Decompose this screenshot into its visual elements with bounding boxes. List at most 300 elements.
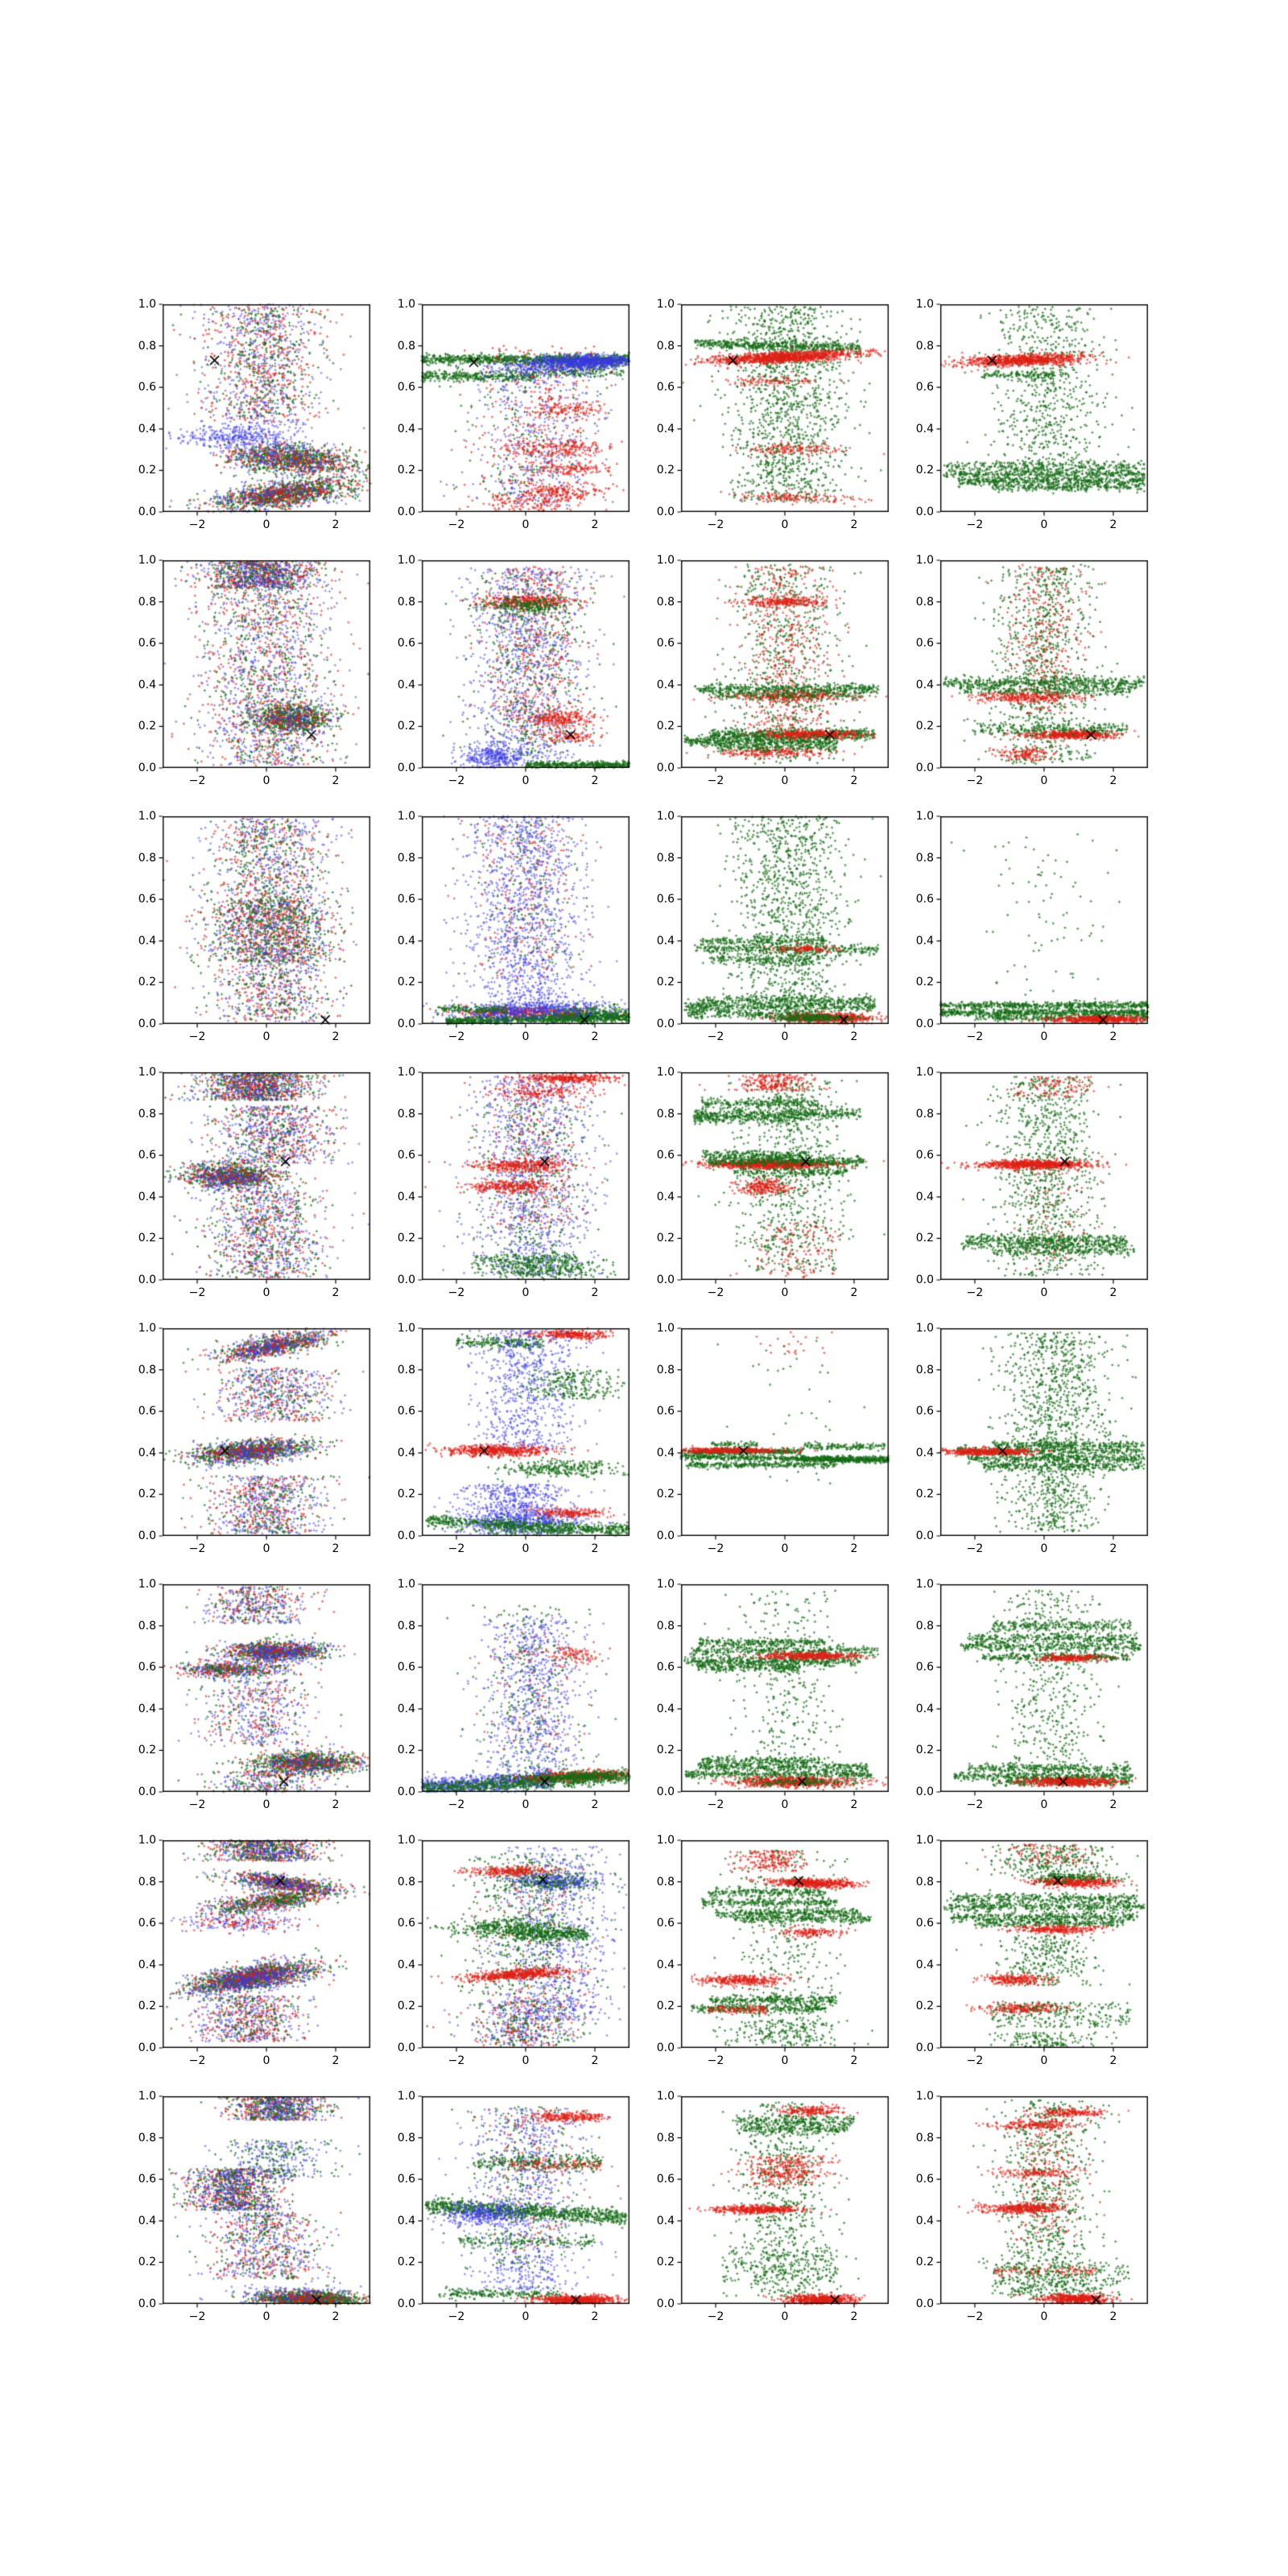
y-tick-label: 0.2 bbox=[397, 1744, 415, 1757]
y-tick-label: 0.6 bbox=[138, 1661, 156, 1674]
y-tick-label: 0.2 bbox=[656, 1744, 675, 1757]
y-tick-label: 0.2 bbox=[656, 1488, 675, 1501]
y-tick-label: 0.0 bbox=[915, 2297, 934, 2310]
y-tick-label: 0.2 bbox=[138, 1232, 156, 1245]
subplot-r7c4-canvas bbox=[934, 1838, 1150, 2054]
y-tick-label: 1.0 bbox=[915, 1066, 934, 1079]
x-tick-label: 2 bbox=[332, 1030, 340, 1043]
subplot-r5c4 bbox=[915, 1322, 1148, 1555]
y-tick-label: 0.8 bbox=[656, 339, 675, 353]
y-tick-label: 0.2 bbox=[915, 720, 934, 733]
y-tick-label: 0.6 bbox=[397, 381, 415, 394]
x-tick-label: −2 bbox=[188, 1542, 206, 1555]
y-tick-label: 0.4 bbox=[915, 1446, 934, 1459]
y-tick-label: 0.0 bbox=[656, 1274, 675, 1286]
y-tick-label: 0.6 bbox=[656, 1661, 675, 1674]
subplot-r2c1 bbox=[138, 554, 370, 787]
y-tick-label: 0.4 bbox=[138, 678, 156, 691]
y-tick-label: 0.0 bbox=[138, 1530, 156, 1542]
subplot-r5c2 bbox=[397, 1322, 630, 1555]
x-tick-label: 0 bbox=[781, 1542, 789, 1555]
x-tick-label: 2 bbox=[591, 774, 599, 787]
subplot-r6c1 bbox=[138, 1578, 370, 1811]
y-tick-label: 0.2 bbox=[397, 720, 415, 733]
subplot-r3c4-canvas bbox=[934, 814, 1150, 1030]
y-tick-label: 1.0 bbox=[397, 1322, 415, 1335]
y-tick-label: 0.0 bbox=[138, 2297, 156, 2310]
y-tick-label: 0.6 bbox=[915, 1405, 934, 1418]
x-tick-label: 2 bbox=[591, 2310, 599, 2323]
subplot-r2c2-canvas bbox=[415, 558, 631, 774]
x-tick-label: −2 bbox=[966, 1030, 984, 1043]
subplot-r4c1 bbox=[138, 1066, 370, 1299]
y-tick-label: 0.4 bbox=[656, 934, 675, 947]
x-tick-label: 2 bbox=[1109, 774, 1117, 787]
y-tick-label: 0.4 bbox=[397, 678, 415, 691]
y-tick-label: 0.2 bbox=[138, 2256, 156, 2269]
y-tick-label: 0.8 bbox=[138, 2131, 156, 2145]
y-tick-label: 0.0 bbox=[656, 2041, 675, 2054]
subplot-r6c4 bbox=[915, 1578, 1148, 1811]
y-tick-label: 0.4 bbox=[656, 1958, 675, 1971]
subplot-r4c4-canvas bbox=[934, 1070, 1150, 1286]
y-tick-label: 0.0 bbox=[915, 2041, 934, 2054]
y-tick-label: 0.8 bbox=[397, 1619, 415, 1633]
y-tick-label: 1.0 bbox=[915, 298, 934, 311]
x-tick-label: −2 bbox=[188, 2054, 206, 2067]
x-tick-label: 2 bbox=[332, 2310, 340, 2323]
y-tick-label: 1.0 bbox=[397, 1066, 415, 1079]
x-tick-label: 0 bbox=[781, 774, 789, 787]
x-tick-label: −2 bbox=[707, 518, 724, 531]
x-tick-label: 2 bbox=[332, 1542, 340, 1555]
x-tick-label: 2 bbox=[850, 1542, 858, 1555]
y-tick-label: 0.4 bbox=[915, 2214, 934, 2227]
x-tick-label: 2 bbox=[1109, 1286, 1117, 1299]
y-tick-label: 0.6 bbox=[138, 1917, 156, 1930]
y-tick-label: 0.6 bbox=[915, 637, 934, 650]
y-tick-label: 0.0 bbox=[138, 1018, 156, 1030]
y-tick-label: 0.4 bbox=[915, 1702, 934, 1715]
y-tick-label: 0.6 bbox=[915, 1917, 934, 1930]
x-tick-label: −2 bbox=[188, 518, 206, 531]
subplot-r7c1-canvas bbox=[156, 1838, 372, 2054]
y-tick-label: 0.4 bbox=[397, 1702, 415, 1715]
subplot-r7c1 bbox=[138, 1834, 370, 2067]
x-tick-label: 0 bbox=[1040, 1030, 1048, 1043]
x-tick-label: 0 bbox=[1040, 2310, 1048, 2323]
y-tick-label: 0.8 bbox=[397, 1875, 415, 1889]
y-tick-label: 0.6 bbox=[656, 1149, 675, 1162]
y-tick-label: 0.8 bbox=[656, 595, 675, 609]
x-tick-label: 0 bbox=[262, 1798, 270, 1811]
x-tick-label: −2 bbox=[188, 1030, 206, 1043]
subplot-r4c3-canvas bbox=[675, 1070, 890, 1286]
y-tick-label: 0.8 bbox=[915, 851, 934, 865]
y-tick-label: 0.2 bbox=[656, 464, 675, 477]
subplot-r1c2-canvas bbox=[415, 302, 631, 518]
subplot-r4c3 bbox=[656, 1066, 889, 1299]
y-tick-label: 0.0 bbox=[915, 1018, 934, 1030]
y-tick-label: 0.0 bbox=[656, 1785, 675, 1798]
subplot-r1c4 bbox=[915, 298, 1148, 531]
x-tick-label: 2 bbox=[1109, 518, 1117, 531]
y-tick-label: 0.6 bbox=[397, 1149, 415, 1162]
x-tick-label: 0 bbox=[262, 774, 270, 787]
y-tick-label: 0.4 bbox=[138, 934, 156, 947]
y-tick-label: 1.0 bbox=[397, 2090, 415, 2103]
y-tick-label: 0.0 bbox=[656, 1018, 675, 1030]
y-tick-label: 0.4 bbox=[397, 422, 415, 436]
x-tick-label: 2 bbox=[591, 1030, 599, 1043]
x-tick-label: 2 bbox=[850, 774, 858, 787]
subplot-r7c2 bbox=[397, 1834, 630, 2067]
x-tick-label: −2 bbox=[707, 2054, 724, 2067]
y-tick-label: 1.0 bbox=[397, 1578, 415, 1591]
y-tick-label: 0.4 bbox=[397, 1190, 415, 1203]
y-tick-label: 1.0 bbox=[656, 554, 675, 567]
subplot-r1c3 bbox=[656, 298, 889, 531]
subplot-r6c3-canvas bbox=[675, 1582, 890, 1798]
y-tick-label: 0.2 bbox=[656, 1232, 675, 1245]
subplot-r7c3 bbox=[656, 1834, 889, 2067]
x-tick-label: 2 bbox=[1109, 2054, 1117, 2067]
subplot-r4c1-canvas bbox=[156, 1070, 372, 1286]
y-tick-label: 0.0 bbox=[397, 506, 415, 518]
y-tick-label: 1.0 bbox=[656, 810, 675, 823]
y-tick-label: 0.6 bbox=[397, 2173, 415, 2186]
y-tick-label: 0.8 bbox=[397, 339, 415, 353]
x-tick-label: −2 bbox=[707, 1030, 724, 1043]
y-tick-label: 0.6 bbox=[656, 381, 675, 394]
y-tick-label: 1.0 bbox=[915, 554, 934, 567]
y-tick-label: 0.8 bbox=[397, 851, 415, 865]
subplot-r5c1 bbox=[138, 1322, 370, 1555]
x-tick-label: 0 bbox=[262, 1286, 270, 1299]
y-tick-label: 0.8 bbox=[138, 1363, 156, 1377]
y-tick-label: 0.6 bbox=[656, 1917, 675, 1930]
subplot-r3c2-canvas bbox=[415, 814, 631, 1030]
y-tick-label: 0.4 bbox=[915, 934, 934, 947]
subplot-r2c3-canvas bbox=[675, 558, 890, 774]
x-tick-label: 0 bbox=[262, 1030, 270, 1043]
subplot-r2c2 bbox=[397, 554, 630, 787]
y-tick-label: 0.0 bbox=[915, 506, 934, 518]
y-tick-label: 0.6 bbox=[656, 1405, 675, 1418]
y-tick-label: 1.0 bbox=[397, 298, 415, 311]
x-tick-label: 0 bbox=[262, 518, 270, 531]
subplot-r4c4 bbox=[915, 1066, 1148, 1299]
y-tick-label: 0.2 bbox=[915, 976, 934, 989]
y-tick-label: 1.0 bbox=[138, 1322, 156, 1335]
y-tick-label: 0.8 bbox=[915, 1363, 934, 1377]
y-tick-label: 1.0 bbox=[656, 2090, 675, 2103]
x-tick-label: −2 bbox=[966, 518, 984, 531]
x-tick-label: −2 bbox=[707, 1542, 724, 1555]
x-tick-label: −2 bbox=[966, 774, 984, 787]
y-tick-label: 0.2 bbox=[397, 1488, 415, 1501]
y-tick-label: 0.8 bbox=[915, 339, 934, 353]
subplot-r8c4-canvas bbox=[934, 2094, 1150, 2310]
y-tick-label: 0.0 bbox=[656, 762, 675, 774]
y-tick-label: 1.0 bbox=[915, 810, 934, 823]
subplot-r6c1-canvas bbox=[156, 1582, 372, 1798]
y-tick-label: 1.0 bbox=[138, 1066, 156, 1079]
y-tick-label: 0.6 bbox=[656, 637, 675, 650]
y-tick-label: 0.0 bbox=[138, 762, 156, 774]
y-tick-label: 0.8 bbox=[138, 1875, 156, 1889]
subplot-r8c3-canvas bbox=[675, 2094, 890, 2310]
x-tick-label: −2 bbox=[966, 2310, 984, 2323]
subplot-r7c2-canvas bbox=[415, 1838, 631, 2054]
y-tick-label: 0.0 bbox=[915, 1785, 934, 1798]
y-tick-label: 0.8 bbox=[656, 2131, 675, 2145]
y-tick-label: 0.0 bbox=[915, 762, 934, 774]
y-tick-label: 1.0 bbox=[656, 1066, 675, 1079]
y-tick-label: 0.6 bbox=[138, 637, 156, 650]
y-tick-label: 0.8 bbox=[138, 595, 156, 609]
y-tick-label: 0.0 bbox=[656, 1530, 675, 1542]
y-tick-label: 0.2 bbox=[138, 1744, 156, 1757]
x-tick-label: −2 bbox=[188, 1798, 206, 1811]
subplot-r2c4-canvas bbox=[934, 558, 1150, 774]
x-tick-label: −2 bbox=[188, 2310, 206, 2323]
subplot-r2c4 bbox=[915, 554, 1148, 787]
subplot-r5c4-canvas bbox=[934, 1326, 1150, 1542]
subplot-r5c1-canvas bbox=[156, 1326, 372, 1542]
y-tick-label: 0.4 bbox=[656, 2214, 675, 2227]
y-tick-label: 0.6 bbox=[397, 1405, 415, 1418]
y-tick-label: 0.0 bbox=[138, 2041, 156, 2054]
y-tick-label: 0.8 bbox=[138, 851, 156, 865]
x-tick-label: 0 bbox=[1040, 2054, 1048, 2067]
subplot-r3c3-canvas bbox=[675, 814, 890, 1030]
x-tick-label: −2 bbox=[966, 1542, 984, 1555]
y-tick-label: 0.0 bbox=[397, 1785, 415, 1798]
y-tick-label: 0.2 bbox=[397, 2000, 415, 2013]
y-tick-label: 0.4 bbox=[656, 678, 675, 691]
x-tick-label: −2 bbox=[448, 2310, 465, 2323]
subplot-r5c3-canvas bbox=[675, 1326, 890, 1542]
subplot-r4c2-canvas bbox=[415, 1070, 631, 1286]
y-tick-label: 0.8 bbox=[656, 851, 675, 865]
y-tick-label: 0.4 bbox=[138, 422, 156, 436]
y-tick-label: 0.6 bbox=[915, 1661, 934, 1674]
x-tick-label: 2 bbox=[591, 518, 599, 531]
y-tick-label: 0.0 bbox=[397, 2041, 415, 2054]
y-tick-label: 0.0 bbox=[138, 1785, 156, 1798]
y-tick-label: 0.0 bbox=[915, 1274, 934, 1286]
x-tick-label: −2 bbox=[707, 1286, 724, 1299]
y-tick-label: 0.4 bbox=[138, 1190, 156, 1203]
y-tick-label: 1.0 bbox=[915, 2090, 934, 2103]
x-tick-label: 0 bbox=[1040, 1286, 1048, 1299]
y-tick-label: 0.0 bbox=[397, 1530, 415, 1542]
y-tick-label: 0.4 bbox=[138, 2214, 156, 2227]
x-tick-label: −2 bbox=[448, 1798, 465, 1811]
y-tick-label: 0.8 bbox=[915, 1619, 934, 1633]
y-tick-label: 0.4 bbox=[138, 1958, 156, 1971]
y-tick-label: 1.0 bbox=[138, 554, 156, 567]
y-tick-label: 1.0 bbox=[138, 2090, 156, 2103]
subplot-r2c3 bbox=[656, 554, 889, 787]
y-tick-label: 0.2 bbox=[397, 464, 415, 477]
y-tick-label: 0.4 bbox=[915, 422, 934, 436]
y-tick-label: 0.8 bbox=[656, 1107, 675, 1121]
y-tick-label: 0.8 bbox=[397, 1107, 415, 1121]
y-tick-label: 0.2 bbox=[915, 464, 934, 477]
y-tick-label: 0.2 bbox=[138, 2000, 156, 2013]
subplot-r8c3 bbox=[656, 2090, 889, 2323]
subplot-r8c1-canvas bbox=[156, 2094, 372, 2310]
x-tick-label: 2 bbox=[332, 1798, 340, 1811]
y-tick-label: 0.0 bbox=[397, 1018, 415, 1030]
x-tick-label: 2 bbox=[850, 2054, 858, 2067]
y-tick-label: 1.0 bbox=[656, 1578, 675, 1591]
y-tick-label: 1.0 bbox=[138, 810, 156, 823]
y-tick-label: 0.8 bbox=[138, 1107, 156, 1121]
y-tick-label: 1.0 bbox=[397, 554, 415, 567]
x-tick-label: 0 bbox=[781, 1286, 789, 1299]
x-tick-label: 0 bbox=[1040, 1798, 1048, 1811]
subplot-r8c2-canvas bbox=[415, 2094, 631, 2310]
subplot-r1c1-canvas bbox=[156, 302, 372, 518]
y-tick-label: 1.0 bbox=[138, 1834, 156, 1847]
x-tick-label: 0 bbox=[781, 518, 789, 531]
y-tick-label: 0.2 bbox=[397, 976, 415, 989]
subplot-r6c2-canvas bbox=[415, 1582, 631, 1798]
x-tick-label: 2 bbox=[850, 1798, 858, 1811]
x-tick-label: −2 bbox=[966, 1798, 984, 1811]
y-tick-label: 0.2 bbox=[915, 2256, 934, 2269]
subplot-r1c1 bbox=[138, 298, 370, 531]
y-tick-label: 0.8 bbox=[915, 1875, 934, 1889]
y-tick-label: 1.0 bbox=[656, 1322, 675, 1335]
x-tick-label: 0 bbox=[522, 2054, 530, 2067]
y-tick-label: 0.2 bbox=[915, 1744, 934, 1757]
x-tick-label: −2 bbox=[448, 1542, 465, 1555]
y-tick-label: 0.0 bbox=[656, 506, 675, 518]
y-tick-label: 0.4 bbox=[656, 422, 675, 436]
subplot-r3c3 bbox=[656, 810, 889, 1043]
y-tick-label: 0.0 bbox=[138, 1274, 156, 1286]
x-tick-label: 0 bbox=[1040, 1542, 1048, 1555]
y-tick-label: 0.6 bbox=[915, 381, 934, 394]
y-tick-label: 0.4 bbox=[915, 1958, 934, 1971]
subplot-r1c2 bbox=[397, 298, 630, 531]
subplot-r7c4 bbox=[915, 1834, 1148, 2067]
x-tick-label: 0 bbox=[522, 1030, 530, 1043]
y-tick-label: 0.0 bbox=[656, 2297, 675, 2310]
x-tick-label: 0 bbox=[522, 1798, 530, 1811]
y-tick-label: 0.8 bbox=[915, 2131, 934, 2145]
y-tick-label: 0.2 bbox=[138, 1488, 156, 1501]
x-tick-label: −2 bbox=[966, 1286, 984, 1299]
x-tick-label: −2 bbox=[707, 1798, 724, 1811]
x-tick-label: −2 bbox=[707, 2310, 724, 2323]
subplot-r6c4-canvas bbox=[934, 1582, 1150, 1798]
x-tick-label: −2 bbox=[448, 1286, 465, 1299]
x-tick-label: 2 bbox=[591, 1286, 599, 1299]
y-tick-label: 0.0 bbox=[915, 1530, 934, 1542]
x-tick-label: 0 bbox=[522, 2310, 530, 2323]
y-tick-label: 1.0 bbox=[656, 1834, 675, 1847]
x-tick-label: 2 bbox=[1109, 1030, 1117, 1043]
x-tick-label: 0 bbox=[781, 1798, 789, 1811]
subplot-r5c3 bbox=[656, 1322, 889, 1555]
x-tick-label: 2 bbox=[591, 1798, 599, 1811]
subplot-r7c3-canvas bbox=[675, 1838, 890, 2054]
y-tick-label: 0.6 bbox=[138, 1149, 156, 1162]
subplot-r8c4 bbox=[915, 2090, 1148, 2323]
x-tick-label: 2 bbox=[850, 1286, 858, 1299]
y-tick-label: 0.6 bbox=[138, 381, 156, 394]
y-tick-label: 0.4 bbox=[915, 678, 934, 691]
x-tick-label: 0 bbox=[522, 774, 530, 787]
y-tick-label: 0.2 bbox=[915, 1488, 934, 1501]
subplot-r6c2 bbox=[397, 1578, 630, 1811]
subplot-r3c1-canvas bbox=[156, 814, 372, 1030]
y-tick-label: 0.0 bbox=[138, 506, 156, 518]
y-tick-label: 0.6 bbox=[138, 893, 156, 906]
subplot-r1c3-canvas bbox=[675, 302, 890, 518]
y-tick-label: 1.0 bbox=[397, 810, 415, 823]
subplot-r4c2 bbox=[397, 1066, 630, 1299]
y-tick-label: 0.4 bbox=[915, 1190, 934, 1203]
x-tick-label: 2 bbox=[591, 1542, 599, 1555]
x-tick-label: 0 bbox=[781, 2310, 789, 2323]
y-tick-label: 0.6 bbox=[397, 1917, 415, 1930]
y-tick-label: 0.6 bbox=[915, 1149, 934, 1162]
y-tick-label: 0.0 bbox=[397, 1274, 415, 1286]
y-tick-label: 0.6 bbox=[656, 893, 675, 906]
y-tick-label: 0.2 bbox=[138, 720, 156, 733]
y-tick-label: 0.6 bbox=[915, 893, 934, 906]
y-tick-label: 0.2 bbox=[656, 976, 675, 989]
y-tick-label: 0.4 bbox=[397, 1958, 415, 1971]
subplot-r3c1 bbox=[138, 810, 370, 1043]
y-tick-label: 1.0 bbox=[915, 1834, 934, 1847]
y-tick-label: 0.2 bbox=[138, 464, 156, 477]
y-tick-label: 1.0 bbox=[915, 1578, 934, 1591]
y-tick-label: 0.2 bbox=[915, 2000, 934, 2013]
y-tick-label: 0.2 bbox=[656, 720, 675, 733]
y-tick-label: 0.4 bbox=[397, 1446, 415, 1459]
x-tick-label: 2 bbox=[332, 774, 340, 787]
subplot-r1c4-canvas bbox=[934, 302, 1150, 518]
subplot-r3c2 bbox=[397, 810, 630, 1043]
y-tick-label: 0.8 bbox=[915, 1107, 934, 1121]
x-tick-label: −2 bbox=[448, 774, 465, 787]
x-tick-label: 2 bbox=[591, 2054, 599, 2067]
y-tick-label: 1.0 bbox=[138, 298, 156, 311]
x-tick-label: −2 bbox=[966, 2054, 984, 2067]
x-tick-label: 0 bbox=[781, 1030, 789, 1043]
y-tick-label: 0.2 bbox=[656, 2000, 675, 2013]
y-tick-label: 1.0 bbox=[656, 298, 675, 311]
y-tick-label: 0.6 bbox=[397, 1661, 415, 1674]
y-tick-label: 1.0 bbox=[138, 1578, 156, 1591]
x-tick-label: −2 bbox=[188, 1286, 206, 1299]
y-tick-label: 0.2 bbox=[397, 2256, 415, 2269]
x-tick-label: 0 bbox=[262, 1542, 270, 1555]
y-tick-label: 0.4 bbox=[397, 2214, 415, 2227]
x-tick-label: −2 bbox=[448, 2054, 465, 2067]
x-tick-label: −2 bbox=[448, 518, 465, 531]
y-tick-label: 0.4 bbox=[397, 934, 415, 947]
x-tick-label: 0 bbox=[262, 2054, 270, 2067]
y-tick-label: 0.8 bbox=[397, 2131, 415, 2145]
